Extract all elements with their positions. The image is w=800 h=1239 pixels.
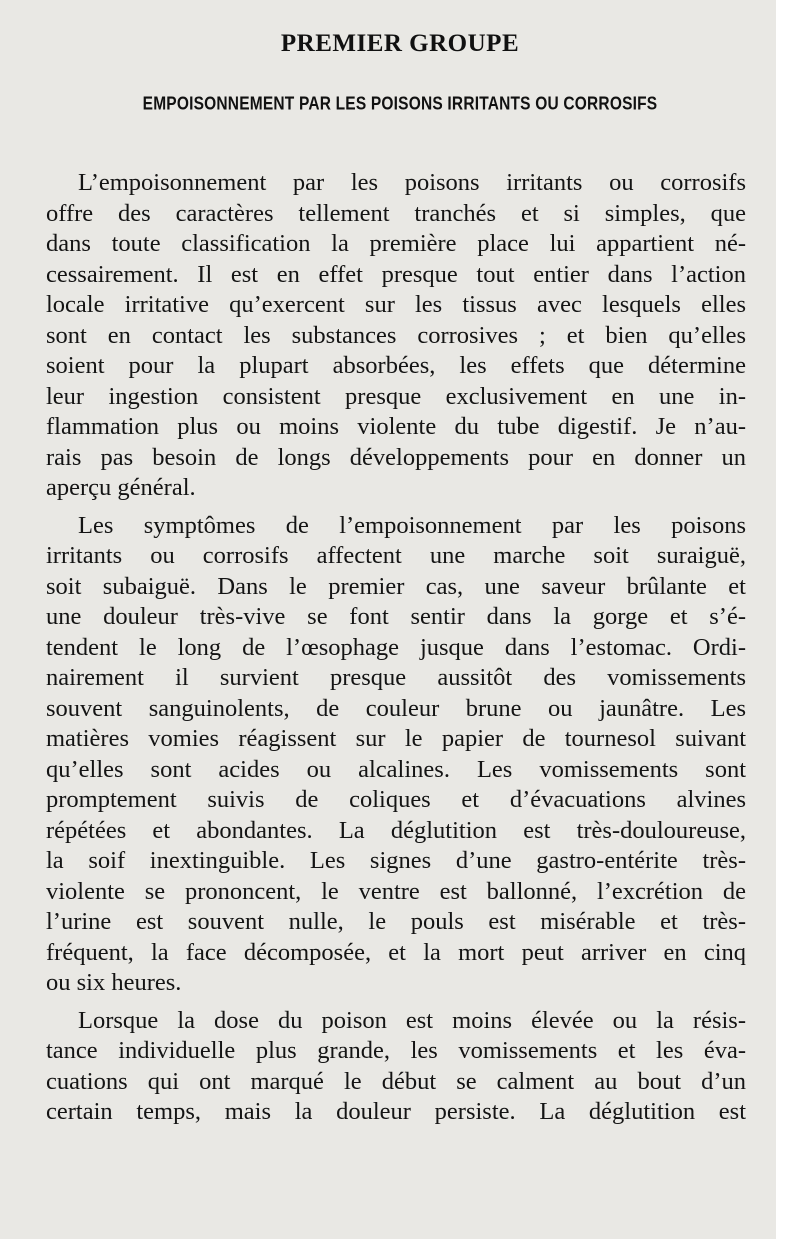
paragraph: [46, 511, 746, 999]
text-line: cuations qui ont marqué le début se calment au bout d’un: [46, 1067, 746, 1095]
text-line: nairement il survient presque aussitôt des vomissements: [46, 664, 746, 691]
text-line: promptement suivis de coliques et d’évacuations alvines: [46, 786, 746, 813]
text-line: l’urine est souvent nulle, le pouls est misérable et très-: [46, 908, 746, 935]
text-line: qu’elles sont acides ou alcalines. Les vomissements sont: [46, 755, 746, 783]
text-line: soit subaiguë. Dans le premier cas, une saveur brûlante et: [46, 572, 746, 600]
page-edge: [776, 0, 800, 1239]
text-line: certain temps, mais la douleur persiste. La déglutition est: [46, 1098, 746, 1125]
text-line: répétées et abondantes. La déglutition est très-douloureuse,: [46, 816, 746, 844]
text-line: tendent le long de l’œsophage jusque dans l’estomac. Ordi-: [46, 633, 746, 661]
text-line: fréquent, la face décomposée, et la mort peut arriver en cinq: [46, 938, 746, 966]
text-line: Les symptômes de l’empoisonnement par les poisons: [78, 511, 746, 539]
text-line: aperçu général.: [46, 474, 196, 501]
text-line: flammation plus ou moins violente du tube digestif. Je n’au-: [46, 413, 746, 440]
text-line: dans toute classification la première place lui appartient né-: [46, 230, 746, 257]
text-line: ou six heures.: [46, 969, 182, 996]
text-line: L’empoisonnement par les poisons irritants ou corrosifs: [78, 169, 746, 196]
text-line: une douleur très-vive se font sentir dans la gorge et s’é-: [46, 603, 746, 630]
paragraph: [46, 1006, 746, 1128]
text-line: souvent sanguinolents, de couleur brune ou jaunâtre. Les: [46, 694, 746, 722]
text-line: la soif inextinguible. Les signes d’une gastro-entérite très-: [46, 847, 746, 874]
text-line: matières vomies réagissent sur le papier de tournesol suivant: [46, 725, 746, 752]
text-line: irritants ou corrosifs affectent une marche soit suraiguë,: [46, 542, 746, 569]
body-text: [46, 168, 746, 1135]
text-line: tance individuelle plus grande, les vomissements et les éva-: [46, 1037, 746, 1064]
text-line: cessairement. Il est en effet presque tout entier dans l’action: [46, 260, 746, 288]
text-line: offre des caractères tellement tranchés et si simples, que: [46, 199, 746, 227]
section-subheading: EMPOISONNEMENT PAR LES POISONS IRRITANTS OU CORROSIFS: [142, 94, 658, 115]
text-line: Lorsque la dose du poison est moins élevée ou la résis-: [78, 1006, 746, 1034]
section-heading: PREMIER GROUPE: [280, 30, 520, 57]
text-line: sont en contact les substances corrosives ; et bien qu’elles: [46, 321, 746, 349]
text-line: rais pas besoin de longs développements pour en donner un: [46, 443, 746, 471]
text-line: soient pour la plupart absorbées, les effets que détermine: [46, 352, 746, 379]
text-line: violente se prononcent, le ventre est ballonné, l’excrétion de: [46, 877, 746, 905]
text-line: leur ingestion consistent presque exclusivement en une in-: [46, 382, 746, 410]
text-line: locale irritative qu’exercent sur les tissus avec lesquels elles: [46, 291, 746, 318]
paragraph: [46, 168, 746, 504]
